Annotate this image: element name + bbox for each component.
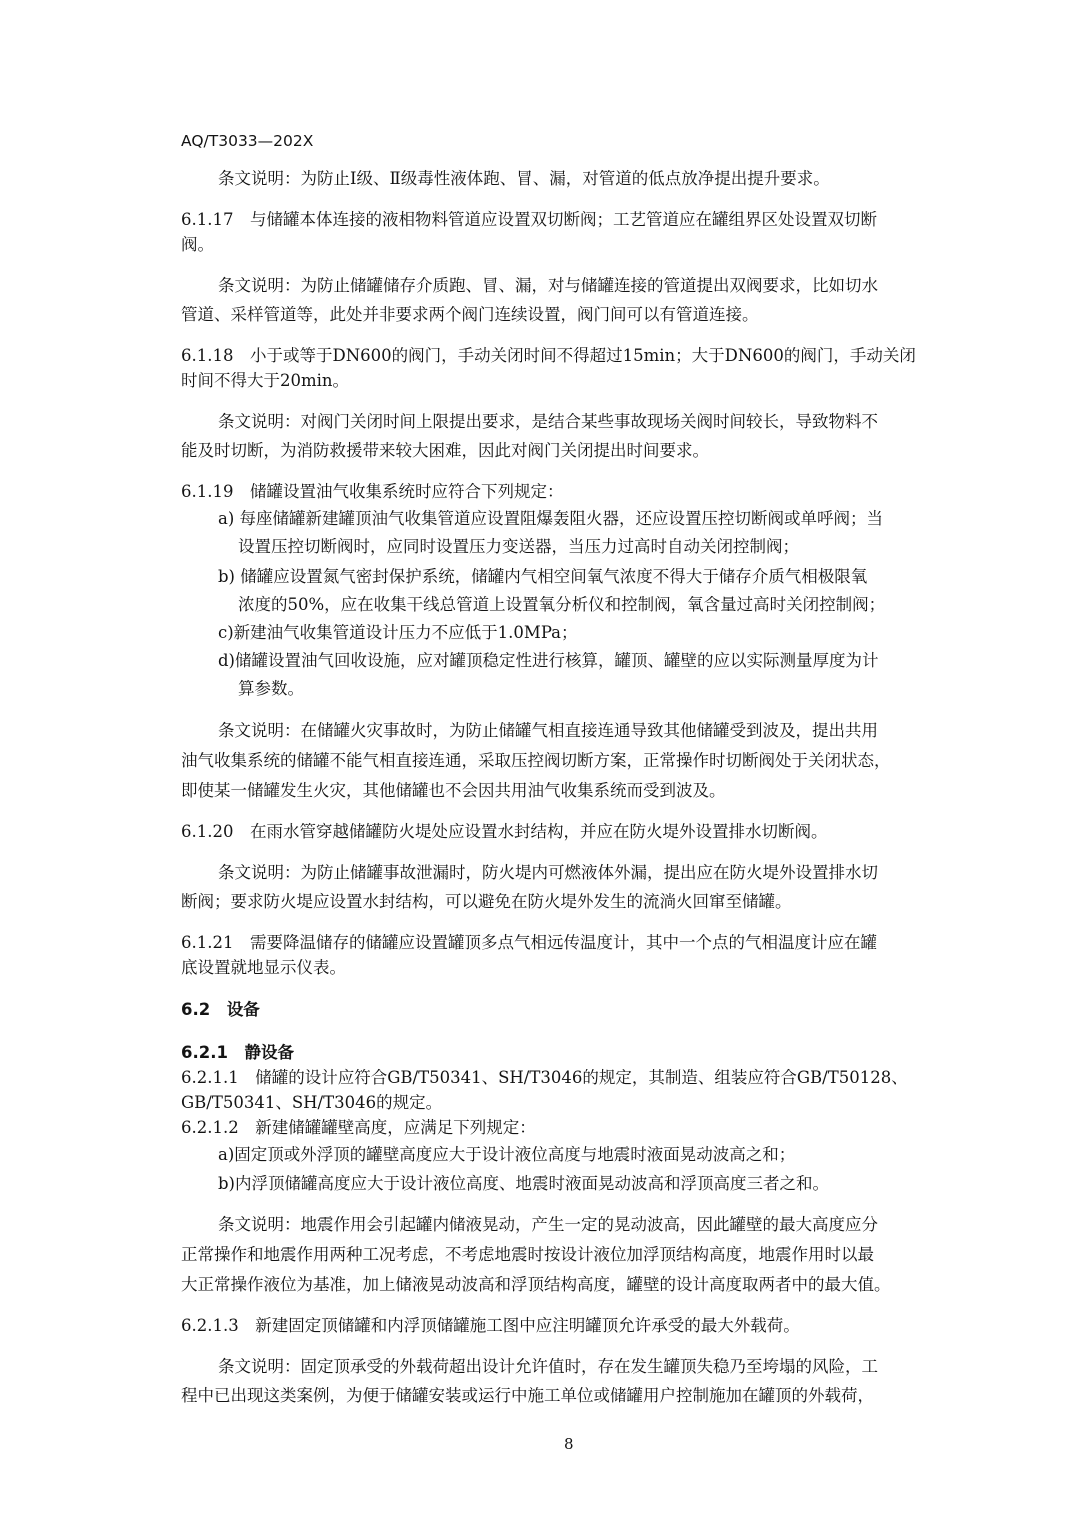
- text-line: 管道、采样管道等，此处并非要求两个阀门连续设置，阀门间可以有管道连接。: [181, 305, 759, 324]
- text-line: 大正常操作液位为基准，加上储液晃动波高和浮顶结构高度，罐壁的设计高度取两者中的最大值。: [181, 1275, 891, 1294]
- text-line: 断阀；要求防火堤应设置水封结构，可以避免在防火堤外发生的流淌火回窜至储罐。: [181, 892, 792, 911]
- text-line: 条文说明：在储罐火灾事故时，为防止储罐气相直接连通导致其他储罐受到波及，提出共用: [218, 721, 878, 740]
- list-item-d: d)储罐设置油气回收设施，应对罐顶稳定性进行核算，罐顶、罐壁的应以实际测量厚度为计: [218, 651, 879, 670]
- text-line: 即使某一储罐发生火灾，其他储罐也不会因共用油气收集系统而受到波及。: [181, 781, 726, 800]
- text-line: 条文说明：为防止储罐储存介质跑、冒、漏，对与储罐连接的管道提出双阀要求，比如切水: [218, 276, 878, 295]
- text-line: 条文说明：为防止Ⅰ级、Ⅱ级毒性液体跑、冒、漏，对管道的低点放净提出提升要求。: [218, 169, 830, 188]
- clause-6-1-21: 6.1.21 需要降温储存的储罐应设置罐顶多点气相远传温度计，其中一个点的气相温度计应在罐: [181, 933, 877, 952]
- list-item-b: b) 储罐应设置氮气密封保护系统，储罐内气相空间氧气浓度不得大于储存介质气相极限氧: [218, 567, 868, 586]
- clause-6-2-1-1: 6.2.1.1 储罐的设计应符合GB/T50341、SH/T3046的规定，其制造、组装应符合GB/T50128、: [181, 1068, 908, 1087]
- clause-6-2-1-2: 6.2.1.2 新建储罐罐壁高度，应满足下列规定：: [181, 1118, 536, 1137]
- text-line: 条文说明：固定顶承受的外载荷超出设计允许值时，存在发生罐顶失稳乃至垮塌的风险，工: [218, 1357, 878, 1376]
- clause-6-1-17: 6.1.17 与储罐本体连接的液相物料管道应设置双切断阀；工艺管道应在罐组界区处设置双切断: [181, 210, 877, 229]
- text-line: 条文说明：地震作用会引起罐内储液晃动，产生一定的晃动波高，因此罐壁的最大高度应分: [218, 1215, 878, 1234]
- text-line: 油气收集系统的储罐不能气相直接连通，采取压控阀切断方案，正常操作时切断阀处于关闭状态，: [181, 751, 891, 770]
- text-line: 底设置就地显示仪表。: [181, 958, 346, 977]
- text-line: 程中已出现这类案例，为便于储罐安装或运行中施工单位或储罐用户控制施加在罐顶的外载荷，: [181, 1386, 874, 1405]
- list-item-b: b)内浮顶储罐高度应大于设计液位高度、地震时液面晃动波高和浮顶高度三者之和。: [218, 1174, 829, 1193]
- text-line: GB/T50341、SH/T3046的规定。: [181, 1093, 443, 1112]
- text-line: 阀。: [181, 235, 214, 254]
- list-item-a: a) 每座储罐新建罐顶油气收集管道应设置阻爆轰阻火器，还应设置压控切断阀或单呼阀；当: [218, 509, 884, 528]
- document-header: AQ/T3033—202X: [181, 132, 314, 150]
- section-heading-6-2-1: 6.2.1 静设备: [181, 1043, 294, 1062]
- text-line: 条文说明：为防止储罐事故泄漏时，防火堤内可燃液体外漏，提出应在防火堤外设置排水切: [218, 863, 878, 882]
- clause-6-1-19: 6.1.19 储罐设置油气收集系统时应符合下列规定：: [181, 482, 564, 501]
- clause-6-1-20: 6.1.20 在雨水管穿越储罐防火堤处应设置水封结构，并应在防火堤外设置排水切断阀。: [181, 822, 828, 841]
- clause-6-1-18: 6.1.18 小于或等于DN600的阀门，手动关闭时间不得超过15min；大于DN600的阀门，手动关闭: [181, 346, 916, 365]
- text-line: 浓度的50%，应在收集干线总管道上设置氧分析仪和控制阀，氧含量过高时关闭控制阀；: [238, 595, 886, 614]
- list-item-a: a)固定顶或外浮顶的罐壁高度应大于设计液位高度与地震时液面晃动波高之和；: [218, 1145, 796, 1164]
- text-line: 能及时切断，为消防救援带来较大困难，因此对阀门关闭提出时间要求。: [181, 441, 709, 460]
- text-line: 设置压控切断阀时，应同时设置压力变送器，当压力过高时自动关闭控制阀；: [238, 537, 799, 556]
- text-line: 算参数。: [238, 679, 304, 698]
- list-item-c: c)新建油气收集管道设计压力不应低于1.0MPa；: [218, 623, 578, 642]
- clause-6-2-1-3: 6.2.1.3 新建固定顶储罐和内浮顶储罐施工图中应注明罐顶允许承受的最大外载荷。: [181, 1316, 800, 1335]
- section-heading-6-2: 6.2 设备: [181, 1000, 260, 1019]
- page-number: 8: [564, 1435, 574, 1453]
- text-line: 时间不得大于20min。: [181, 371, 350, 390]
- text-line: 正常操作和地震作用两种工况考虑，不考虑地震时按设计液位加浮顶结构高度，地震作用时以最: [181, 1245, 874, 1264]
- text-line: 条文说明：对阀门关闭时间上限提出要求，是结合某些事故现场关阀时间较长，导致物料不: [218, 412, 878, 431]
